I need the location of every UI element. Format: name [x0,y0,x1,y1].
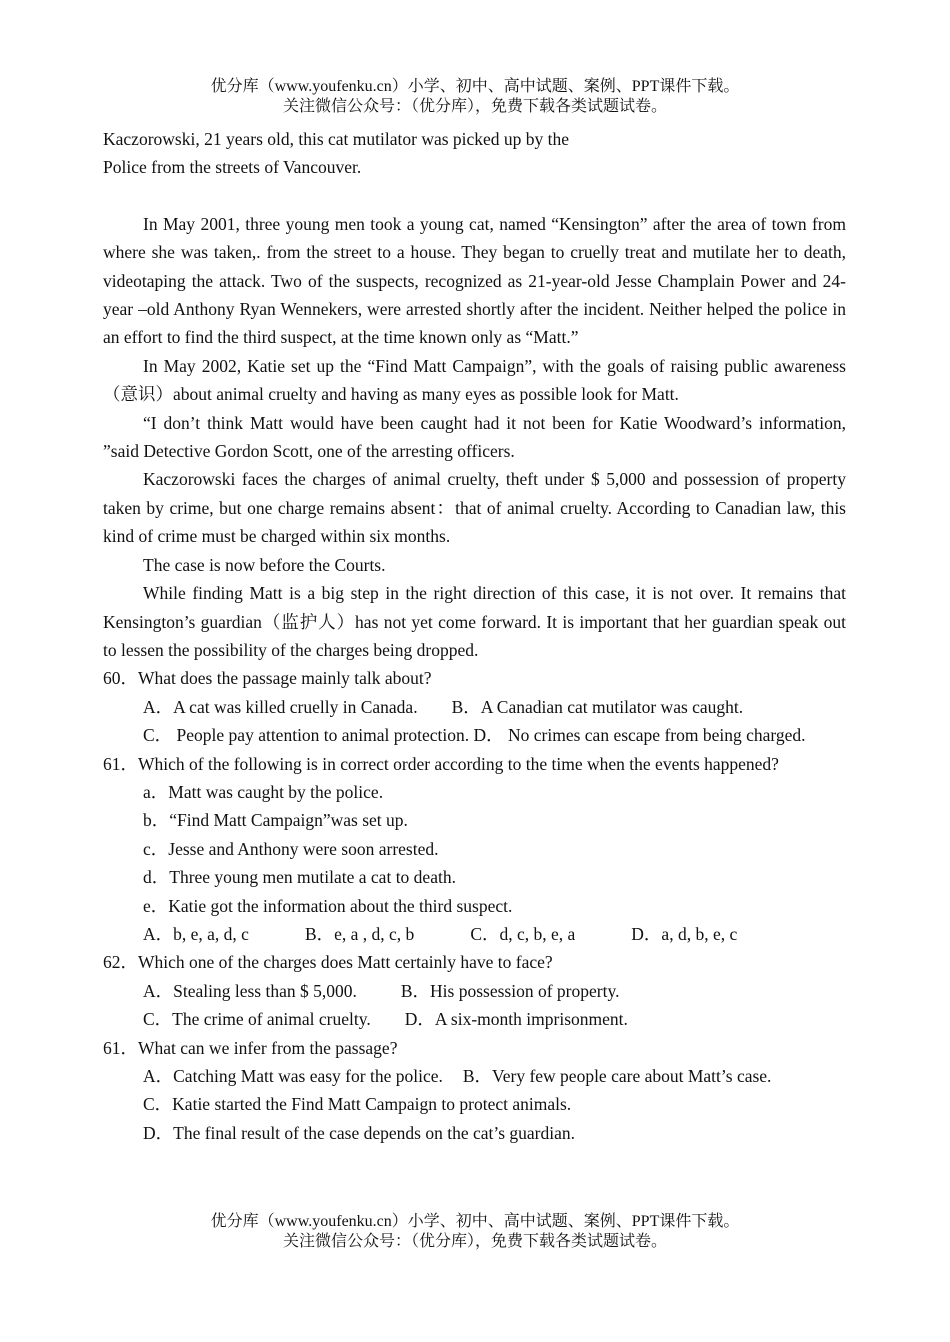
q61-option-c: C．d, c, b, e, a [470,923,576,944]
document-body [103,125,846,1147]
q61-event-d: d．Three young men mutilate a cat to death. [143,867,456,888]
question-61-events [103,778,846,948]
question-61-stem: 61．Which of the following is in correct order according to the time when the events happened? [103,753,779,774]
q60-option-cd: C． People pay attention to animal protection. D． No crimes can escape from being charged. [143,725,806,746]
paragraph-3: “I don’t think Matt would have been caught had it not been for Katie Woodward’s information, ”said Detective Gordon Scott, one of the arresting officers. [103,412,846,462]
q62-option-a: A．Stealing less than $ 5,000. [143,980,357,1001]
q61-options [143,920,846,948]
q63-option-a: A．Catching Matt was easy for the police. [143,1066,443,1086]
header-line-2: 关注微信公众号：（优分库），免费下载各类试题试卷。 [282,98,667,115]
q61-event-a: a．Matt was caught by the police. [143,781,384,802]
question-60-stem: 60．What does the passage mainly talk about? [103,668,432,689]
q62-option-d: D．A six-month imprisonment. [404,1009,628,1030]
header-line-1: 优分库（www.youfenku.cn）小学、初中、高中试题、案例、PPT课件下载。 [210,78,740,95]
paragraph-4: Kaczorowski faces the charges of animal cruelty, theft under $ 5,000 and possession of property taken by crime, but one charge remains absent：that of animal cruelty. According to Canadian law, this kind of crime must be charged within six months. [103,469,846,547]
intro-line-1: Kaczorowski, 21 years old, this cat mutilator was picked up by the [103,129,570,149]
q63-option-b: B．Very few people care about Matt’s case. [462,1066,772,1086]
footer-line-1: 优分库（www.youfenku.cn）小学、初中、高中试题、案例、PPT课件下载。 [210,1213,740,1230]
paragraph-5: The case is now before the Courts. [143,554,386,575]
q62-option-b: B．His possession of property. [400,980,620,1001]
q62-option-c: C．The crime of animal cruelty. [143,1009,371,1030]
paragraph-1: In May 2001, three young men took a young cat, named “Kensington” after the area of town from where she was taken,. from the street to a house. They began to cruelly treat and mutilate her to death, videotaping the attack. Two of the suspects, recognized as 21-year-old Jesse Champlain Power and 24-year –old Anthony Ryan Wennekers, were arrested shortly after the incident. Neither helped the police in an effort to find the third suspect, at the time known only as “Matt.” [103,213,846,348]
paragraph-2: In May 2002, Katie set up the “Find Matt Campaign”, with the goals of raising public awareness（意识）about animal cruelty and having as many eyes as possible look for Matt. [103,355,846,405]
footer-line-2: 关注微信公众号：（优分库），免费下载各类试题试卷。 [282,1233,667,1250]
paragraph-gap [103,182,846,210]
question-62-stem: 62．Which one of the charges does Matt certainly have to face? [103,952,553,973]
q60-option-a: A．A cat was killed cruelly in Canada. [143,696,418,717]
q61-option-b: B．e, a , d, c, b [304,923,415,944]
intro-line-2: Police from the streets of Vancouver. [103,157,362,178]
page-header [0,77,950,117]
question-62-options [103,977,846,1034]
question-60-options-ab [103,693,846,721]
page-footer [0,1212,950,1252]
q60-option-b: B．A Canadian cat mutilator was caught. [451,696,744,717]
q61-option-d: D．a, d, b, e, c [631,923,738,944]
q61-event-e: e．Katie got the information about the third suspect. [143,895,513,916]
q63-option-d: D．The final result of the case depends on the cat’s guardian. [143,1122,576,1143]
q61-event-c: c．Jesse and Anthony were soon arrested. [143,838,439,859]
q63-option-c: C．Katie started the Find Matt Campaign to protect animals. [143,1094,572,1115]
question-63-options [103,1062,846,1147]
q61-event-b: b．“Find Matt Campaign”was set up. [143,810,408,831]
question-63-stem: 61．What can we infer from the passage? [103,1037,398,1058]
q61-option-a: A．b, e, a, d, c [143,923,249,944]
paragraph-6: While finding Matt is a big step in the right direction of this case, it is not over. It remains that Kensington’s guardian（监护人）has not yet come forward. It is important that her guardian speak out to lessen the possibility of the charges being dropped. [103,583,846,660]
